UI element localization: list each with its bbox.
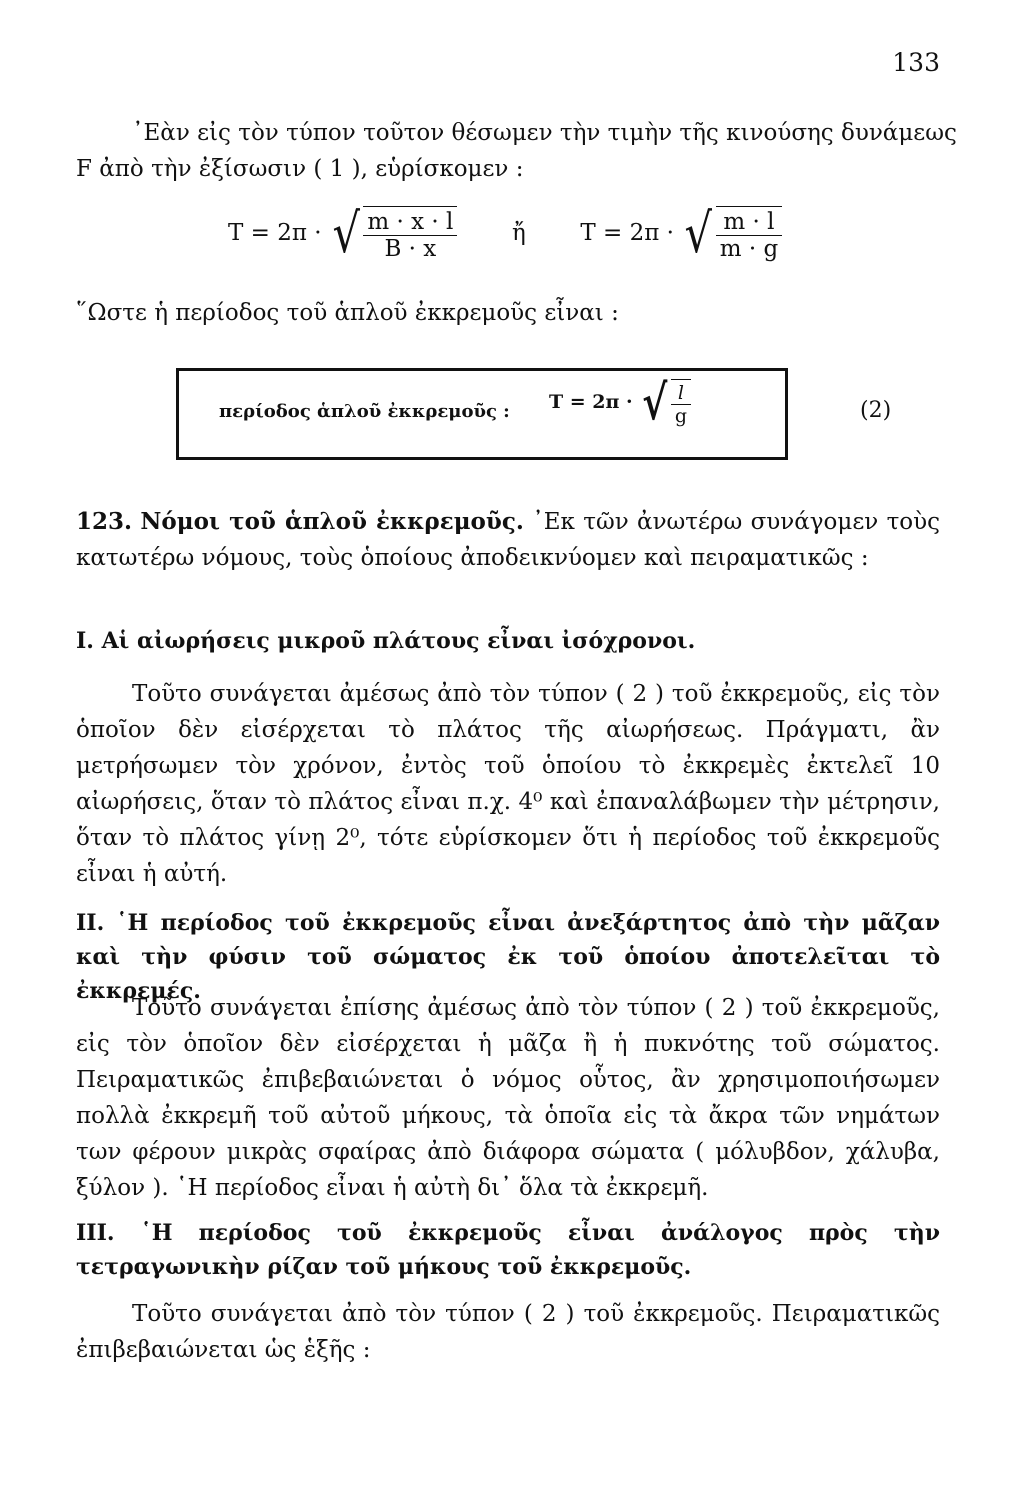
formula-pendulum-derivation	[228, 202, 782, 265]
sqrt-symbol-boxed: √	[642, 375, 668, 431]
fraction-denominator-2: m · g	[719, 236, 779, 262]
fraction-numerator-2: m · l	[716, 209, 782, 236]
fraction-numerator-boxed: l	[671, 382, 691, 405]
fraction-numerator: m · x · l	[363, 209, 457, 236]
sqrt-symbol: √	[332, 202, 360, 265]
law-1-text: Τοῦτο συνάγεται ἀμέσως ἀπὸ τὸν τύπον ( 2 ) τοῦ ἐκκρεμοῦς, εἰς τὸν ὁποῖον δὲν εἰσέρχεται τὸ πλάτος τῆς αἰωρήσεως. Πράγματι, ἂν μετρήσωμεν τὸν χρόνον, ἐντὸς τοῦ ὁποίου τὸ ἐκκρεμὲς ἐκτελεῖ 10 αἰωρήσεις, ὅταν τὸ πλάτος εἶναι π.χ. 4⁰ καὶ ἐπαναλάβωμεν τὴν μέτρησιν, ὅταν τὸ πλάτος γίνῃ 2⁰, τότε εὑρίσκομεν ὅτι ἡ περίοδος τοῦ ἐκκρεμοῦς εἶναι ἡ αὐτή.	[76, 681, 940, 887]
radicand	[363, 206, 457, 262]
radicand-boxed	[671, 379, 691, 427]
formula-connector: ἤ	[511, 220, 526, 246]
section-123	[76, 504, 940, 576]
formula-lhs: T = 2π ·	[228, 220, 322, 246]
conclusion-line: ῞Ωστε ἡ περίοδος τοῦ ἁπλοῦ ἐκκρεμοῦς εἶναι :	[76, 300, 619, 326]
law-2-text: Τοῦτο συνάγεται ἐπίσης ἀμέσως ἀπὸ τὸν τύπον ( 2 ) τοῦ ἐκκρεμοῦς, εἰς τὸν ὁποῖον δὲν εἰσέρχεται ἡ μᾶζα ἢ ἡ πυκνότης τοῦ σώματος. Πειραματικῶς ἐπιβεβαιώνεται ὁ νόμος οὗτος, ἂν χρησιμοποιήσωμεν πολλὰ ἐκκρεμῆ τοῦ αὐτοῦ μήκους, τὰ ὁποῖα εἰς τὰ ἄκρα τῶν νημάτων των φέρουν μικρὰς σφαίρας ἀπὸ διάφορα σώματα ( μόλυβδον, χάλυβα, ξύλον ). ῾Η περίοδος εἶναι ἡ αὐτὴ δι᾿ ὅλα τὰ ἐκκρεμῆ.	[76, 995, 940, 1201]
boxed-formula-label: περίοδος ἁπλοῦ ἐκκρεμοῦς :	[219, 401, 510, 422]
fraction-2	[716, 209, 782, 262]
section-title: Νόμοι τοῦ ἁπλοῦ ἐκκρεμοῦς.	[140, 508, 524, 535]
fraction-boxed	[671, 382, 691, 427]
intro-line-1: ᾿Εὰν εἰς τὸν τύπον τοῦτον θέσωμεν τὴν τιμὴν τῆς κινούσης δυνάμεως	[132, 120, 957, 146]
law-2-heading: II. ῾Η περίοδος τοῦ ἐκκρεμοῦς εἶναι ἀνεξάρτητος ἀπὸ τὴν μᾶζαν καὶ τὴν φύσιν τοῦ σώματος ἐκ τοῦ ὁποίου ἀποτελεῖται τὸ ἐκκρεμές.	[76, 910, 940, 1004]
boxed-formula-equation	[549, 375, 691, 431]
section-number: 123.	[76, 508, 133, 535]
radicand-2	[716, 206, 782, 262]
fraction-denominator-boxed: g	[674, 405, 687, 427]
fraction	[363, 209, 457, 262]
formula-lhs-2: T = 2π ·	[580, 220, 674, 246]
sqrt-symbol-2: √	[684, 202, 713, 265]
equation-number: (2)	[860, 398, 892, 423]
fraction-denominator: B · x	[384, 236, 437, 262]
page-number: 133	[892, 48, 940, 77]
boxed-formula	[176, 368, 788, 460]
section-text: ᾿Εκ τῶν ἀνωτέρω συνάγομεν τοὺς κατωτέρω νόμους, τοὺς ὁποίους ἀποδεικνύομεν καὶ πειραματικῶς :	[76, 509, 941, 571]
law-3-text: Τοῦτο συνάγεται ἀπὸ τὸν τύπον ( 2 ) τοῦ ἐκκρεμοῦς. Πειραματικῶς ἐπιβεβαιώνεται ὡς ἑξῆς :	[76, 1301, 940, 1363]
intro-line-2: F ἀπὸ τὴν ἐξίσωσιν ( 1 ), εὑρίσκομεν :	[76, 156, 524, 182]
law-1-heading: I. Αἱ αἰωρήσεις μικροῦ πλάτους εἶναι ἰσόχρονοι.	[76, 628, 696, 654]
boxed-formula-lhs: T = 2π ·	[549, 391, 633, 413]
law-3-heading: III. ῾Η περίοδος τοῦ ἐκκρεμοῦς εἶναι ἀνάλογος πρὸς τὴν τετραγωνικὴν ρίζαν τοῦ μήκους τοῦ ἐκκρεμοῦς.	[76, 1220, 940, 1280]
